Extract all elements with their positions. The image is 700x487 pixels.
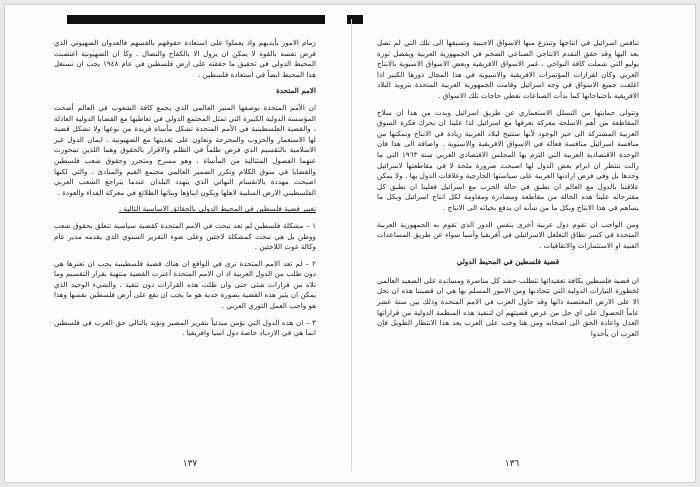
right-paragraph: ومن الواجب ان تقوم دول عربية أخرى بنفس الدور الذي تقوم به الجمهورية العربية المتحدة في كسر نطاق التغلغل الاسرائيلي في أفريقيا وآسيا سواء عن طريق المساعدات الفنية او الاستثمارات والاتفاقيات .: [377, 219, 639, 250]
left-paragraph: تغيير قضية فلسطين في المحيط الدولي بالحقائق الاساسية التالية .: [118, 204, 316, 214]
list-item: ١ – مشكلة فلسطين لم تعد تبحث في الامم المتحدة كقضية سياسية تتعلق بحقوق شعب ووطن بل هي تبحث كمشكلة لاجئين وعلى ضوء التقرير السنوي الذي يقدمه مدير عام وكالة غوث اللاجئين .: [54, 220, 316, 252]
page-gutter: [351, 19, 352, 471]
left-paragraph: ان الأمم المتحدة بوصفها المنبر العالمي الذي يجمع كافة الشعوب في العالم أضحت المؤسسة الدولية الكبيرة التي تمثل المجتمع الدولي في تعاطيها مع القضايا الدولية العادلة ، والقضية الفلسطينية في الأمم المتحدة تشكل مأساة فريدة من نوعها ولا تشكل قضية لها الاستعمار والحروب والمحرجة وتعاون على تغذيتها مع الصهيونية . ايمان الدول غير الاسلامية بالتقسيم الذي فرض ظلماً في الظلم والاقرار بالحقوق وهما اللذين تمحورت عنهما الفصول المتتالية من المأساة ، وهو مسرح ومتحرر وحقوق شعب فلسطين والقضايا في سوق الكلام وتكرر الضمير العالمي مجتمع القيم والمبادئ . والتي لكنها اصبحت مهددة بالانقسام النهائي الذي يتهدد البلدان عندما يتراجع الشعب العربي الفلسطيني الارض السليبة لاهلها ويكون ابناؤها وبناتها الطلائع في معركة الفداء والعودة .: [54, 102, 316, 197]
list-item: ٢ – لم تعد الامم المتحدة ترى في الواقع ان هناك قضية فلسطينية يجب ان تعترها هي دون طلب من الدول العربية اذ ان الامم المتحدة أعترت القضية منتهية بقرار التقسيم وما تلاه من قرارات شتى حتى وان ظلت هذه القرارات دون تنفيذ . والشيء الوحيد الذي يمكن ان يثير هذه القضية بصورة جدية هو ما يجب ان يقع على أرض فلسطين نفسها وهذا هو واجب العمل الثوري العربي .: [54, 258, 316, 311]
right-paragraph: تنافس اسرائيل في انتاجها وتنتزع منها الاسواق الاجنبية وتسيقها الى تلك التي لم تصل بعد اليها وقد حقق التقدم الانتاجي الصناعي الضخم في الجمهورية العربية ويفضل ثورة يوليو التي شملت كافة النواحي ، غمر الاسواق الافريقية وبعض الاسواق الاسيوية بالانتاج العربي وكان لقرارات المؤتمرات الافريقية والاسيوية في هذا المجال دورها الكبير اذا اغلقت جميع الاسواق في وجه اسرائيل وقامت الجمهورية العربية المتحدة بتزويد البلاد الافريقية باحتياجاتها كما بدأت الصناعات تغطي حاجات تلك الاسواق .: [377, 38, 639, 100]
right-paragraph: وتتولى حمايتها من التسلل الاستعماري عن طريق اسرائيل وبدت من هذا ان سلاح المقاطعة من أهم الاسلحة معركة تعرفها مع اسرائيل لذا علينا ان نحرك فكرة السوق العربية المشتركة الى حيز الوجود لأنها ستتيح لبلاد العربية زيادة في الانتاج وتمكنها من منافسة اسرائيل منافسة فعالة في الاسواق الافريقية والاسيوية . واضافة الى هذا فان الوحدة الاقتصادية العربية التي التزم بها المجلس الاقتصادي العربي سنة ١٩٦٣ التي ما زالت تنتظر ان ابرام بعض الدول لها اصبحت ضرورة ملحة لا في مقاطعتها لاسرائيل وحدها بل وفي فرض ارادتها العربية على سياستها الخارجية وعلاقات الدول بها . ولا يمكن علاقتنا بالدول مع العالم ان نطبق في حالة الحرب مع اسرائيل فعلينا ان نطبق كل مقترحاته علينا هذه الحالة من مقاطعة ومصادرة ومقاومة لكل انتاج اسرائيل وبكل ما يساهم في هذا الانتاج وبكل ما من شأنه ان يدفع بحياته الى الانتاج .: [377, 107, 639, 212]
left-paragraph: زمام الامور بأيديهم واذ يعملوا على استعادة حقوقهم بالقسهم فالعدوان الصهيوني الذي فرض نفسه بالقوة لا يمكن ان يزول الا بالكفاح والنضال . وكا ان الصهيونية اغتصبت المحيط الدولي في تحقيق ما حققته على ارض فلسطين في عام ١٩٤٨ يجب ان تستغل هذا المحيط ايضاً في استعادة فلسطين .: [54, 38, 317, 79]
left-page: [54, 38, 316, 345]
right-paragraph: ان قضية فلسطين بكافة تعقيداتها تتطلب حشد كل مناصرة ومساندة على الصعيد العالمي لخطورة التيارات الدولية التي تتجاذبها ومن الامور المسلم بها هي ان قضيتنا هذه ان تحل الا على الارض المغتصبة ذاتها وقد حاول العرب في الامم المتحدة وذلك بين سنة عشر عاماً الحصول على اي حل من عرض قضيتهم ان لتنفيذ هذه المنظمة الدولية من قراراتها العدل واعادة الحق الى اصحابه ومن هنا وجب على العرب بعد هذا الانتظار الطويل فإن العرب ان يأخذوا: [377, 275, 639, 338]
section-heading: قضية فلسطين في المحيط الدولي: [456, 257, 560, 267]
list-item: ٣ – ان هذه الدول التي تؤمن مبدئياً بتقرير المصير وتؤيد بالتالي حق العرب في فلسطين انما هي في الازدياد خاصة دول اسيا وافريقيا .: [54, 317, 316, 338]
section-subheading: الامم المتحدة: [276, 86, 316, 96]
page-number-right: ١٣٦: [504, 459, 520, 469]
top-rule-middle: [347, 15, 363, 24]
top-rule-left: [67, 15, 325, 24]
right-page: [377, 38, 639, 345]
page-number-left: ١٣٧: [182, 459, 198, 469]
